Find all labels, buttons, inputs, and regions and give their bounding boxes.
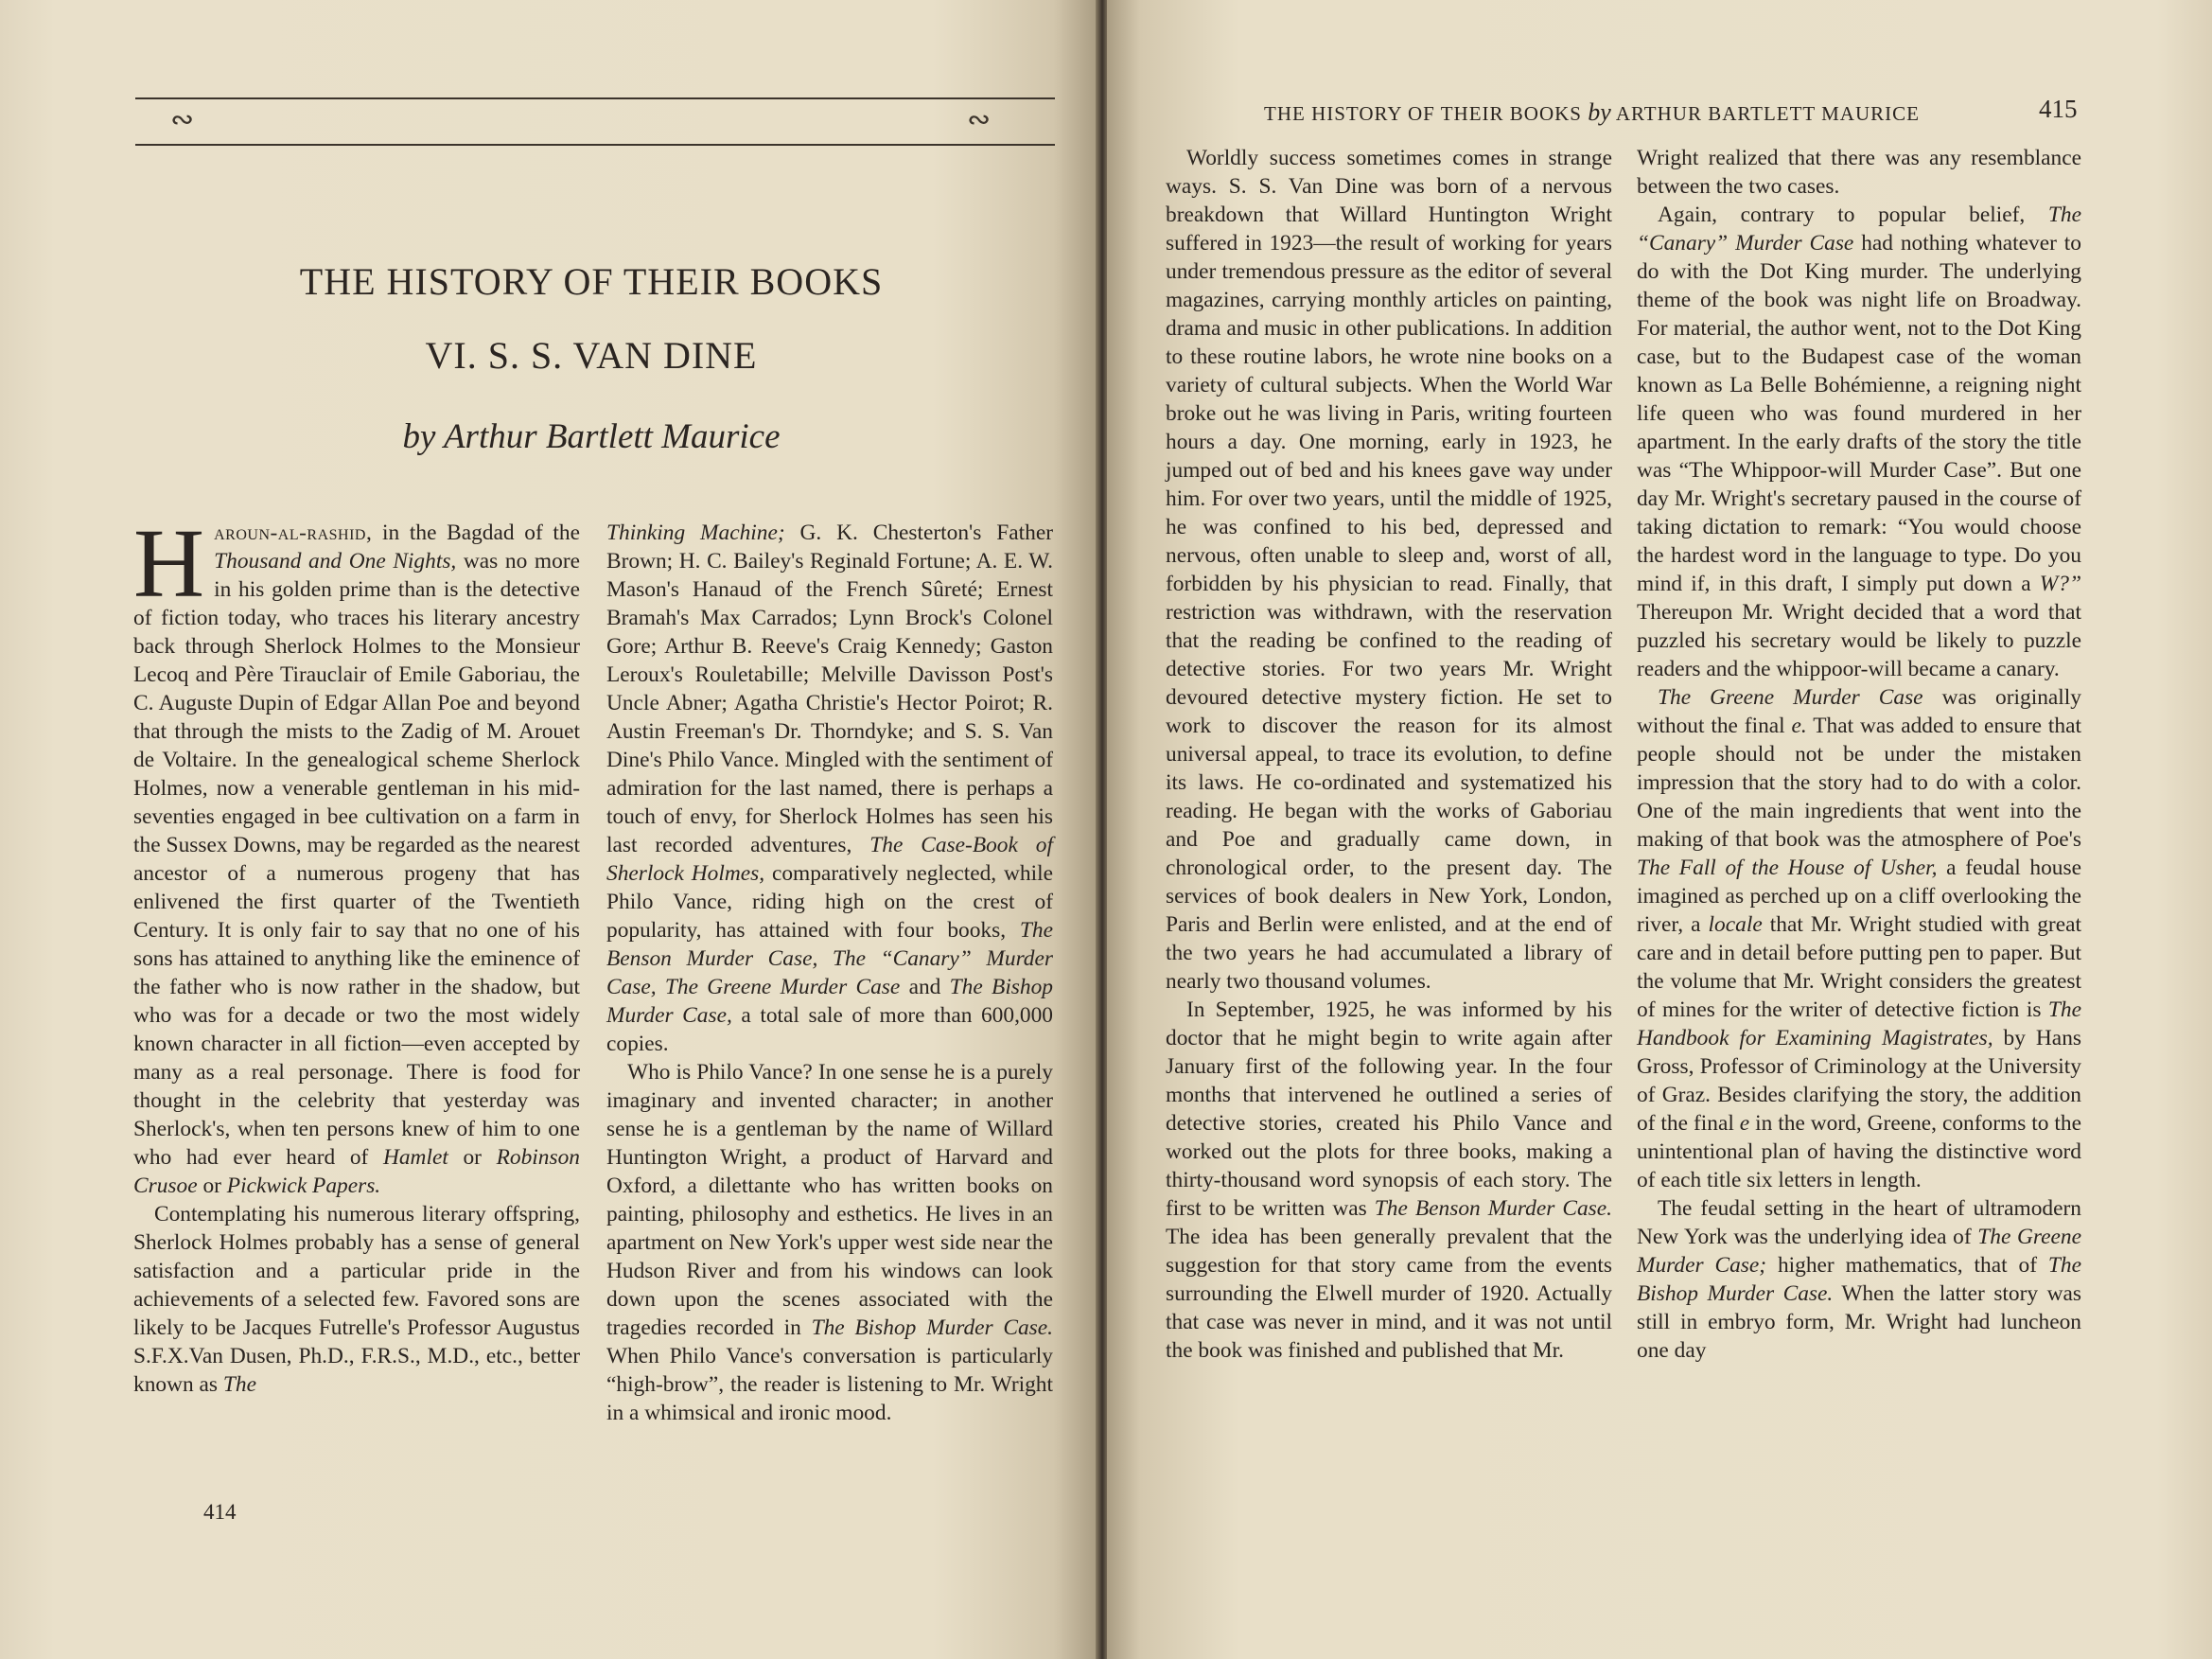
paragraph [606,519,1053,1058]
small-caps-lead: aroun-al-rashid, [214,521,373,545]
paragraph [133,1200,580,1399]
drop-cap: H [133,509,205,618]
italic-text: e. [1791,714,1807,738]
text: a total sale of more than 600,000 copies. [606,1003,1054,1056]
paragraph [1637,1194,2081,1365]
italic-title: The Greene Murder Case [1658,685,1923,710]
italic-text: e [1739,1111,1750,1136]
italic-title: The Benson Murder Case. [1374,1196,1612,1221]
column-4 [1637,144,2081,1365]
text: higher mathematics, that of [1766,1253,2048,1278]
paragraph [1637,201,2081,683]
text: or [448,1145,497,1170]
page-number-right: 415 [2039,95,2078,123]
paragraph: Worldly success sometimes comes in strange ways. S. S. Van Dine was born of a nervous breakdown that Willard Huntington Wright suffered in 1923—the result of working for years under tremendous pressure as the editor of several magazines, carrying monthly articles on painting, drama and music in other publications. In addition to these routine labors, he wrote nine books on a variety of cultural subjects. When the World War broke out he was living in Paris, writing fourteen hours a day. One morning, early in 1923, he jumped out of bed and his knees gave way under him. For over two years, until the middle of 1925, he was confined to his bed, depressed and nervous, often unable to sleep and, worst of all, forbidden by his physician to read. Finally, that restriction was withdrawn, with the reservation that the reading be confined to the reading of detective stories. For two years Mr. Wright devoured detective mystery fiction. He set to work to discover the reason for its almost universal appeal, to trace its evolution, to define its laws. He co-ordinated and systematized his reading. He began with the works of Gaboriau and Poe and gradually came down, in chronological order, to the present day. The services of book dealers in New York, London, Paris and Berlin were enlisted, and at the end of the two years he had accumulated a library of nearly two thousand volumes. [1166,146,1612,994]
text: or [197,1174,227,1198]
italic-title: The Benson Murder Case, The “Canary” Murder Case, The Greene Murder Case [606,918,1053,999]
column-2 [606,519,1053,1427]
text: in the Bagdad of the [372,521,580,545]
italic-text: locale [1708,912,1763,937]
italic-title: The “Canary” Murder Case [1637,203,2081,256]
italic-title: Thousand and One Nights, [214,549,457,574]
italic-title: The Case-Book of Sherlock Holmes, [606,833,1053,886]
article-byline: by Arthur Bartlett Maurice [402,417,781,456]
text: was originally without the final [1637,685,2081,738]
running-head-by: by [1588,98,1611,126]
running-head [1264,98,2097,127]
text: When Philo Vance's conversation is particularly “high-brow”, the reader is listening to Mr. Wright in a whimsical and ironic mood. [606,1344,1053,1425]
text: was no more in his golden prime than is the detective of fiction today, who traces his literary ancestry back through Sherlock Holmes to the Monsieur Lecoq and Père Tirauclair of Emile Gaboriau, the C. Auguste Dupin of Edgar Allan Poe and beyond that through the mists to the Zadig of M. Arouet de Voltaire. In the genealogical scheme Sherlock Holmes, now a venerable gentleman in his mid-seventies engaged in bee cultivation on a farm in the Sussex Downs, may be regarded as the nearest ancestor of a numerous progeny that has enlivened the first quarter of the Twentieth Century. It is only fair to say that no one of his sons has attained to anything like the eminence of the father who is now rather in the shadow, but who was for a decade or two the most widely known character in all fiction—even accepted by many as a real personage. There is food for thought in the celebrity that yesterday was Sherlock's, when ten persons knew of him to one who had ever heard of [133,549,580,1170]
article-title: THE HISTORY OF THEIR BOOKS [299,260,884,303]
text: by Hans Gross, Professor of Criminology at the University of Graz. Besides clarifying the story, the addition of the final [1637,1026,2081,1136]
text: Who is Philo Vance? In one sense he is a purely imaginary and invented character; in another sense he is a gentleman by the name of Willard Huntington Wright, a product of Harvard and Oxford, a dilettante who has written books on painting, philosophy and esthetics. He lives in an apartment on New York's upper west side near the Hudson River and from his windows can look down upon the scenes associated with the tragedies recorded in [606,1060,1053,1340]
header-rule-top [135,97,1055,99]
text: In September, 1925, he was informed by his doctor that he might begin to write again after January first of the following year. In the four months that intervened he outlined a series of detective stories, created his Philo Vance and worked out the plots for three books, making a thirty-thousand word synopsis of each story. The first to be written was [1166,997,1612,1221]
text: had nothing whatever to do with the Dot King murder. The underlying theme of the book was night life on Broadway. For material, the author went, not to the Dot King case, but to the Budapest case of the woman known as La Belle Bohémienne, a reigning night life queen who was found murdered in her apartment. In the early drafts of the story the title was “The Whippoor-will Murder Case”. But one day Mr. Wright's secretary paused in the course of taking dictation to remark: “You would choose the hardest word in the language to type. Do you mind if, in this draft, I simply put down a [1637,231,2081,596]
italic-title: The Bishop Murder Case, [606,975,1054,1028]
paragraph [606,1058,1053,1427]
italic-title: Thinking Machine; [606,521,785,545]
text: and [900,975,950,999]
italic-title: Hamlet [382,1145,448,1170]
text: When the latter story was still in embryo form, Mr. Wright had luncheon one day [1637,1281,2081,1363]
italic-text: W?” [2039,572,2081,596]
text: that Mr. Wright studied with great care and in detail before putting pen to paper. But the volume that Mr. Wright considers the greatest of mines for the writer of detective fiction is [1637,912,2081,1022]
text: The idea has been generally prevalent that the suggestion for that story came from the events surrounding the Elwell murder of 1920. Actually that case was never in mind, and it was not until the book was finished and published that Mr. [1166,1225,1612,1363]
italic-title: The Handbook for Examining Magistrates, [1637,997,2081,1050]
text: a feudal house imagined as perched up on a cliff overlooking the river, a [1637,856,2081,937]
text: Again, contrary to popular belief, [1658,203,2048,227]
text: That was added to ensure that people should not be under the mistaken impression that the story had to do with a color. One of the main ingredients that went into the making of that book was the atmosphere of Poe's [1637,714,2081,852]
paragraph [133,509,580,1200]
running-head-author: ARTHUR BARTLETT MAURICE [1610,102,1920,125]
italic-title: Robinson Crusoe [133,1145,580,1198]
text: Thereupon Mr. Wright decided that a word that puzzled his secretary would be likely to puzzle readers and the whippoor-will became a canary. [1637,600,2081,681]
text: comparatively neglected, while Philo Vance, riding high on the crest of popularity, has attained with four books, [606,861,1053,943]
text: in the word, Greene, conforms to the unintentional plan of having the distinctive word of each title six letters in length. [1637,1111,2081,1192]
italic-title: The Bishop Murder Case. [811,1315,1053,1340]
column-1 [133,509,580,1399]
text: G. K. Chesterton's Father Brown; H. C. Bailey's Reginald Fortune; A. E. W. Mason's Hanaud of the French Sûreté; Ernest Bramah's Max Carrados; Lynn Brock's Colonel Gore; Arthur B. Reeve's Craig Kennedy; Gaston Leroux's Rouletabille; Melville Davisson Post's Uncle Abner; Agatha Christie's Hector Poirot; R. Austin Freeman's Dr. Thorndyke; and S. S. Van Dine's Philo Vance. Mingled with the sentiment of admiration for the last named, there is perhaps a touch of envy, for Sherlock Holmes has seen his last recorded adventures, [606,521,1053,857]
running-head-title: THE HISTORY OF THEIR BOOKS [1264,102,1589,125]
paragraph [1166,996,1612,1365]
ornament-left: ∾ [170,104,195,135]
left-page [0,0,1097,1659]
article-subtitle: VI. S. S. VAN DINE [425,334,758,377]
ornament-center: ∾ [967,104,992,135]
italic-title: The Fall of the House of Usher, [1637,856,1938,880]
text: Contemplating his numerous literary offspring, Sherlock Holmes probably has a sense of general satisfaction and a particular pride in the achievements of a selected few. Favored sons are likely to be Jacques Futrelle's Professor Augustus S.F.X.Van Dusen, Ph.D., F.R.S., M.D., etc., better known as [133,1202,580,1397]
italic-title: Pickwick Papers. [226,1174,381,1198]
right-page [1107,0,2212,1659]
italic-title: The Greene Murder Case; [1637,1225,2081,1278]
header-rule-bottom [135,144,1055,146]
column-3 [1166,144,1612,1365]
italic-title: The [222,1372,256,1397]
italic-title: The Bishop Murder Case. [1637,1253,2081,1306]
paragraph: Wright realized that there was any resemblance between the two cases. [1637,146,2081,199]
text: The feudal setting in the heart of ultramodern New York was the underlying idea of [1637,1196,2081,1249]
paragraph [1637,683,2081,1194]
page-number-left: 414 [203,1500,237,1524]
